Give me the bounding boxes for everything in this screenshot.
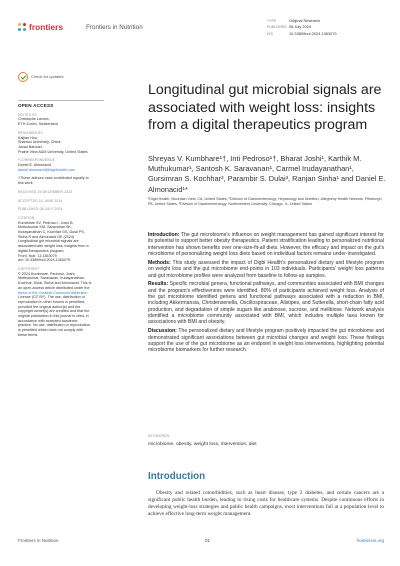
info-section bbox=[18, 131, 104, 155]
info-section bbox=[18, 216, 104, 263]
info-line: Muthukumar KM, Saravanan SK, bbox=[18, 225, 72, 230]
abstract-paragraph bbox=[148, 281, 384, 325]
info-section-heading: CITATION bbox=[18, 215, 35, 220]
info-line: Christophe Lacroix, bbox=[18, 117, 50, 122]
open-access-label: OPEN ACCESS bbox=[18, 100, 104, 109]
info-line: this work bbox=[18, 181, 33, 186]
info-line: †These authors have contributed equally to bbox=[18, 176, 89, 181]
meta-key: TYPE bbox=[267, 19, 277, 23]
info-line: copyright owner(s) are credited and that the bbox=[18, 309, 90, 314]
info-line: Front. Nutr. 11:1363079. bbox=[18, 253, 58, 258]
info-section-heading: COPYRIGHT bbox=[18, 266, 40, 271]
meta-row bbox=[267, 31, 337, 37]
info-line: Daniel E. Almonacid bbox=[18, 163, 51, 168]
affiliations: ¹Digbi Health, Mountain View, CA, United States, ²Division of Gastroenterology, Hepatology and Nutrition, Allegheny Health Network, Pittsburgh, PA, United States, ³Division of Gastroenterology, Northwestern University, Chicago, IL, United States bbox=[148, 197, 383, 206]
abstract-text: The gut microbiome's influence on weight management has gained significant interest for its potential to support better obesity therapeutics. Patient stratification leading to personalized nutritional intervention has shown benefits over one-size-fit-all diets. However, the efficacy and impact on the gut's microbiome of personalizing weight loss diets based on individual factors remains under-investigated. bbox=[148, 232, 384, 258]
info-section bbox=[18, 207, 104, 212]
info-line: Javad Barouei, bbox=[18, 144, 43, 149]
info-section bbox=[18, 190, 104, 195]
article-info bbox=[18, 113, 104, 338]
abstract-text: Specific microbial genera, functional pathways, and communities associated with BMI changes and the program's effectiveness were identified. 80% of participants achieved weight loss. Analysis of the gut microbiome identified genera and functional pathways associated with a reduction in BMI, including Akkermansia, Christensenella, Oscillospiraceae, Alistipes, and Sutterella, short-chain fatty acid production, and degradation of simple sugars like arabinose, sucrose, and melibiose. Network analysis identified a microbiome community associated with BMI, which includes multiple taxa known for associations with BMI and obesity. bbox=[148, 281, 384, 326]
author-list: Shreyas V. Kumbhare¹†, Inti Pedroso¹†, Bharat Joshi¹, Karthik M. Muthukumar¹, Santosh K. Saravanan¹, Carmel Irudayanathan¹, Gursimran S. Kochhar², Parambir S. Dulai³, Ranjan Sinha¹ and Daniel E. Almonacid¹* bbox=[148, 154, 386, 194]
frontiers-logo[interactable] bbox=[18, 23, 63, 32]
info-line: reproduction in other forums is permitted, bbox=[18, 299, 86, 304]
article-title: Longitudinal gut microbial signals are associated with weight loss: insights from a digital therapeutics program bbox=[148, 82, 382, 133]
info-section-heading: REVIEWED BY bbox=[18, 130, 44, 135]
info-line: original publication in this journal is cited, in bbox=[18, 314, 89, 319]
article-meta bbox=[267, 18, 337, 37]
info-line: is permitted which does not comply with bbox=[18, 328, 83, 333]
info-line: Longitudinal gut microbial signals are bbox=[18, 239, 79, 244]
info-line: Muthukumar, Saravanan, Irudayanathan, bbox=[18, 276, 85, 281]
info-line: Prairie View A&M University, United States bbox=[18, 149, 88, 154]
abstract-label: Methods: bbox=[148, 259, 171, 266]
info-section-heading: *CORRESPONDENCE bbox=[18, 158, 56, 163]
keywords-heading: KEYWORDS bbox=[148, 434, 170, 438]
keywords: microbiome, obesity, weight loss, intervention, diet bbox=[148, 442, 257, 447]
info-line: provided the original author(s) and the bbox=[18, 304, 81, 309]
info-line: an open-access article distributed under the bbox=[18, 285, 90, 290]
meta-value: Original Research bbox=[289, 18, 321, 23]
info-line: doi: 10.3389/fnut.2024.1363079 bbox=[18, 258, 71, 263]
info-line: accordance with accepted academic bbox=[18, 318, 78, 323]
left-sidebar bbox=[18, 72, 104, 338]
page-header bbox=[0, 0, 400, 42]
info-section bbox=[18, 176, 104, 185]
meta-value: 08 July 2024 bbox=[289, 24, 312, 30]
abstract bbox=[148, 232, 384, 356]
abstract-paragraph bbox=[148, 328, 384, 353]
info-section-heading: RECEIVED 29 DECEMBER 2023 bbox=[18, 189, 73, 194]
info-line: ETH Zurich, Switzerland bbox=[18, 122, 58, 127]
logo-text: frontiers bbox=[29, 23, 64, 32]
info-line: Irudayanathan C, Kochhar GS, Dulai PS, bbox=[18, 230, 85, 235]
check-for-updates-button[interactable]: Check for updates bbox=[18, 72, 104, 82]
info-section bbox=[18, 158, 104, 172]
info-line: digital therapeutics program. bbox=[18, 248, 65, 253]
info-section-heading: EDITED BY bbox=[18, 112, 38, 117]
check-updates-icon bbox=[18, 72, 28, 82]
page-number: 01 bbox=[204, 538, 210, 543]
abstract-paragraph bbox=[148, 260, 384, 279]
abstract-label: Introduction: bbox=[148, 232, 180, 238]
info-line[interactable]: daniel.almonacid@digbihealth.com bbox=[18, 167, 76, 172]
info-line: License (CC BY). The use, distribution or bbox=[18, 295, 85, 300]
introduction-text: Obesity and related comorbidities, such as heart disease, type 2 diabetes, and certain cancers are a significant public health burden, leading to rising costs for healthcare systems. Despite continuous efforts in developing weight-loss strategies and public health campaigns, most interventions fail at a population level to achieve effective long-term weight management. bbox=[148, 490, 384, 517]
info-line[interactable]: terms of the Creative Commons Attribution bbox=[18, 290, 88, 295]
page-footer bbox=[18, 538, 384, 543]
info-line: Shantou University, China bbox=[18, 140, 61, 145]
info-line: Kochhar, Dulai, Sinha and Almonacid. This is bbox=[18, 281, 92, 286]
abstract-label: Discussion: bbox=[148, 328, 177, 335]
info-line: Kaijian Hou, bbox=[18, 135, 38, 140]
meta-key: PUBLISHED bbox=[267, 25, 287, 30]
meta-value: 10.3389/fnut.2024.1363079 bbox=[289, 30, 337, 36]
abstract-paragraph bbox=[148, 232, 384, 257]
info-line: these terms. bbox=[18, 332, 39, 337]
info-line: Sinha R and Almonacid DE (2024) bbox=[18, 234, 75, 239]
info-section-heading: PUBLISHED 08 JULY 2024 bbox=[18, 207, 63, 212]
info-line: © 2024 Kumbhare, Pedroso, Joshi, bbox=[18, 271, 76, 276]
footer-site-link[interactable]: frontiersin.org bbox=[356, 538, 384, 543]
info-section bbox=[18, 113, 104, 127]
info-line: associated with weight loss: insights from a bbox=[18, 244, 89, 249]
abstract-label: Results: bbox=[148, 281, 169, 288]
abstract-text: This study assessed the impact of Digbi Health's personalized dietary and lifestyle program on weight loss and the gut microbiome end-points in 103 individuals. Participants' weight loss patterns and gut microbiome profiles were analyzed from baseline to follow-up samples. bbox=[148, 259, 384, 279]
introduction-heading: Introduction bbox=[148, 471, 206, 482]
footer-journal: Frontiers in Nutrition bbox=[18, 538, 59, 543]
info-line: practice. No use, distribution or reproduction bbox=[18, 323, 91, 328]
info-section-heading: ACCEPTED 24 JUNE 2024 bbox=[18, 198, 63, 203]
abstract-text: The personalized dietary and lifestyle program positively impacted the gut microbiome and demonstrated significant associations between gut microbial changes and weight loss. These findings support the use of the gut microbiome as an endpoint in weight loss interventions, highlighting potential microbiome biomarkers for further research. bbox=[148, 328, 384, 354]
frontiers-logo-icon bbox=[18, 23, 27, 32]
info-line: Kumbhare SV, Pedroso I, Joshi B, bbox=[18, 220, 74, 225]
info-section bbox=[18, 267, 104, 338]
info-section bbox=[18, 199, 104, 204]
journal-name[interactable]: Frontiers in Nutrition bbox=[86, 24, 143, 31]
meta-key: DOI bbox=[267, 31, 274, 36]
